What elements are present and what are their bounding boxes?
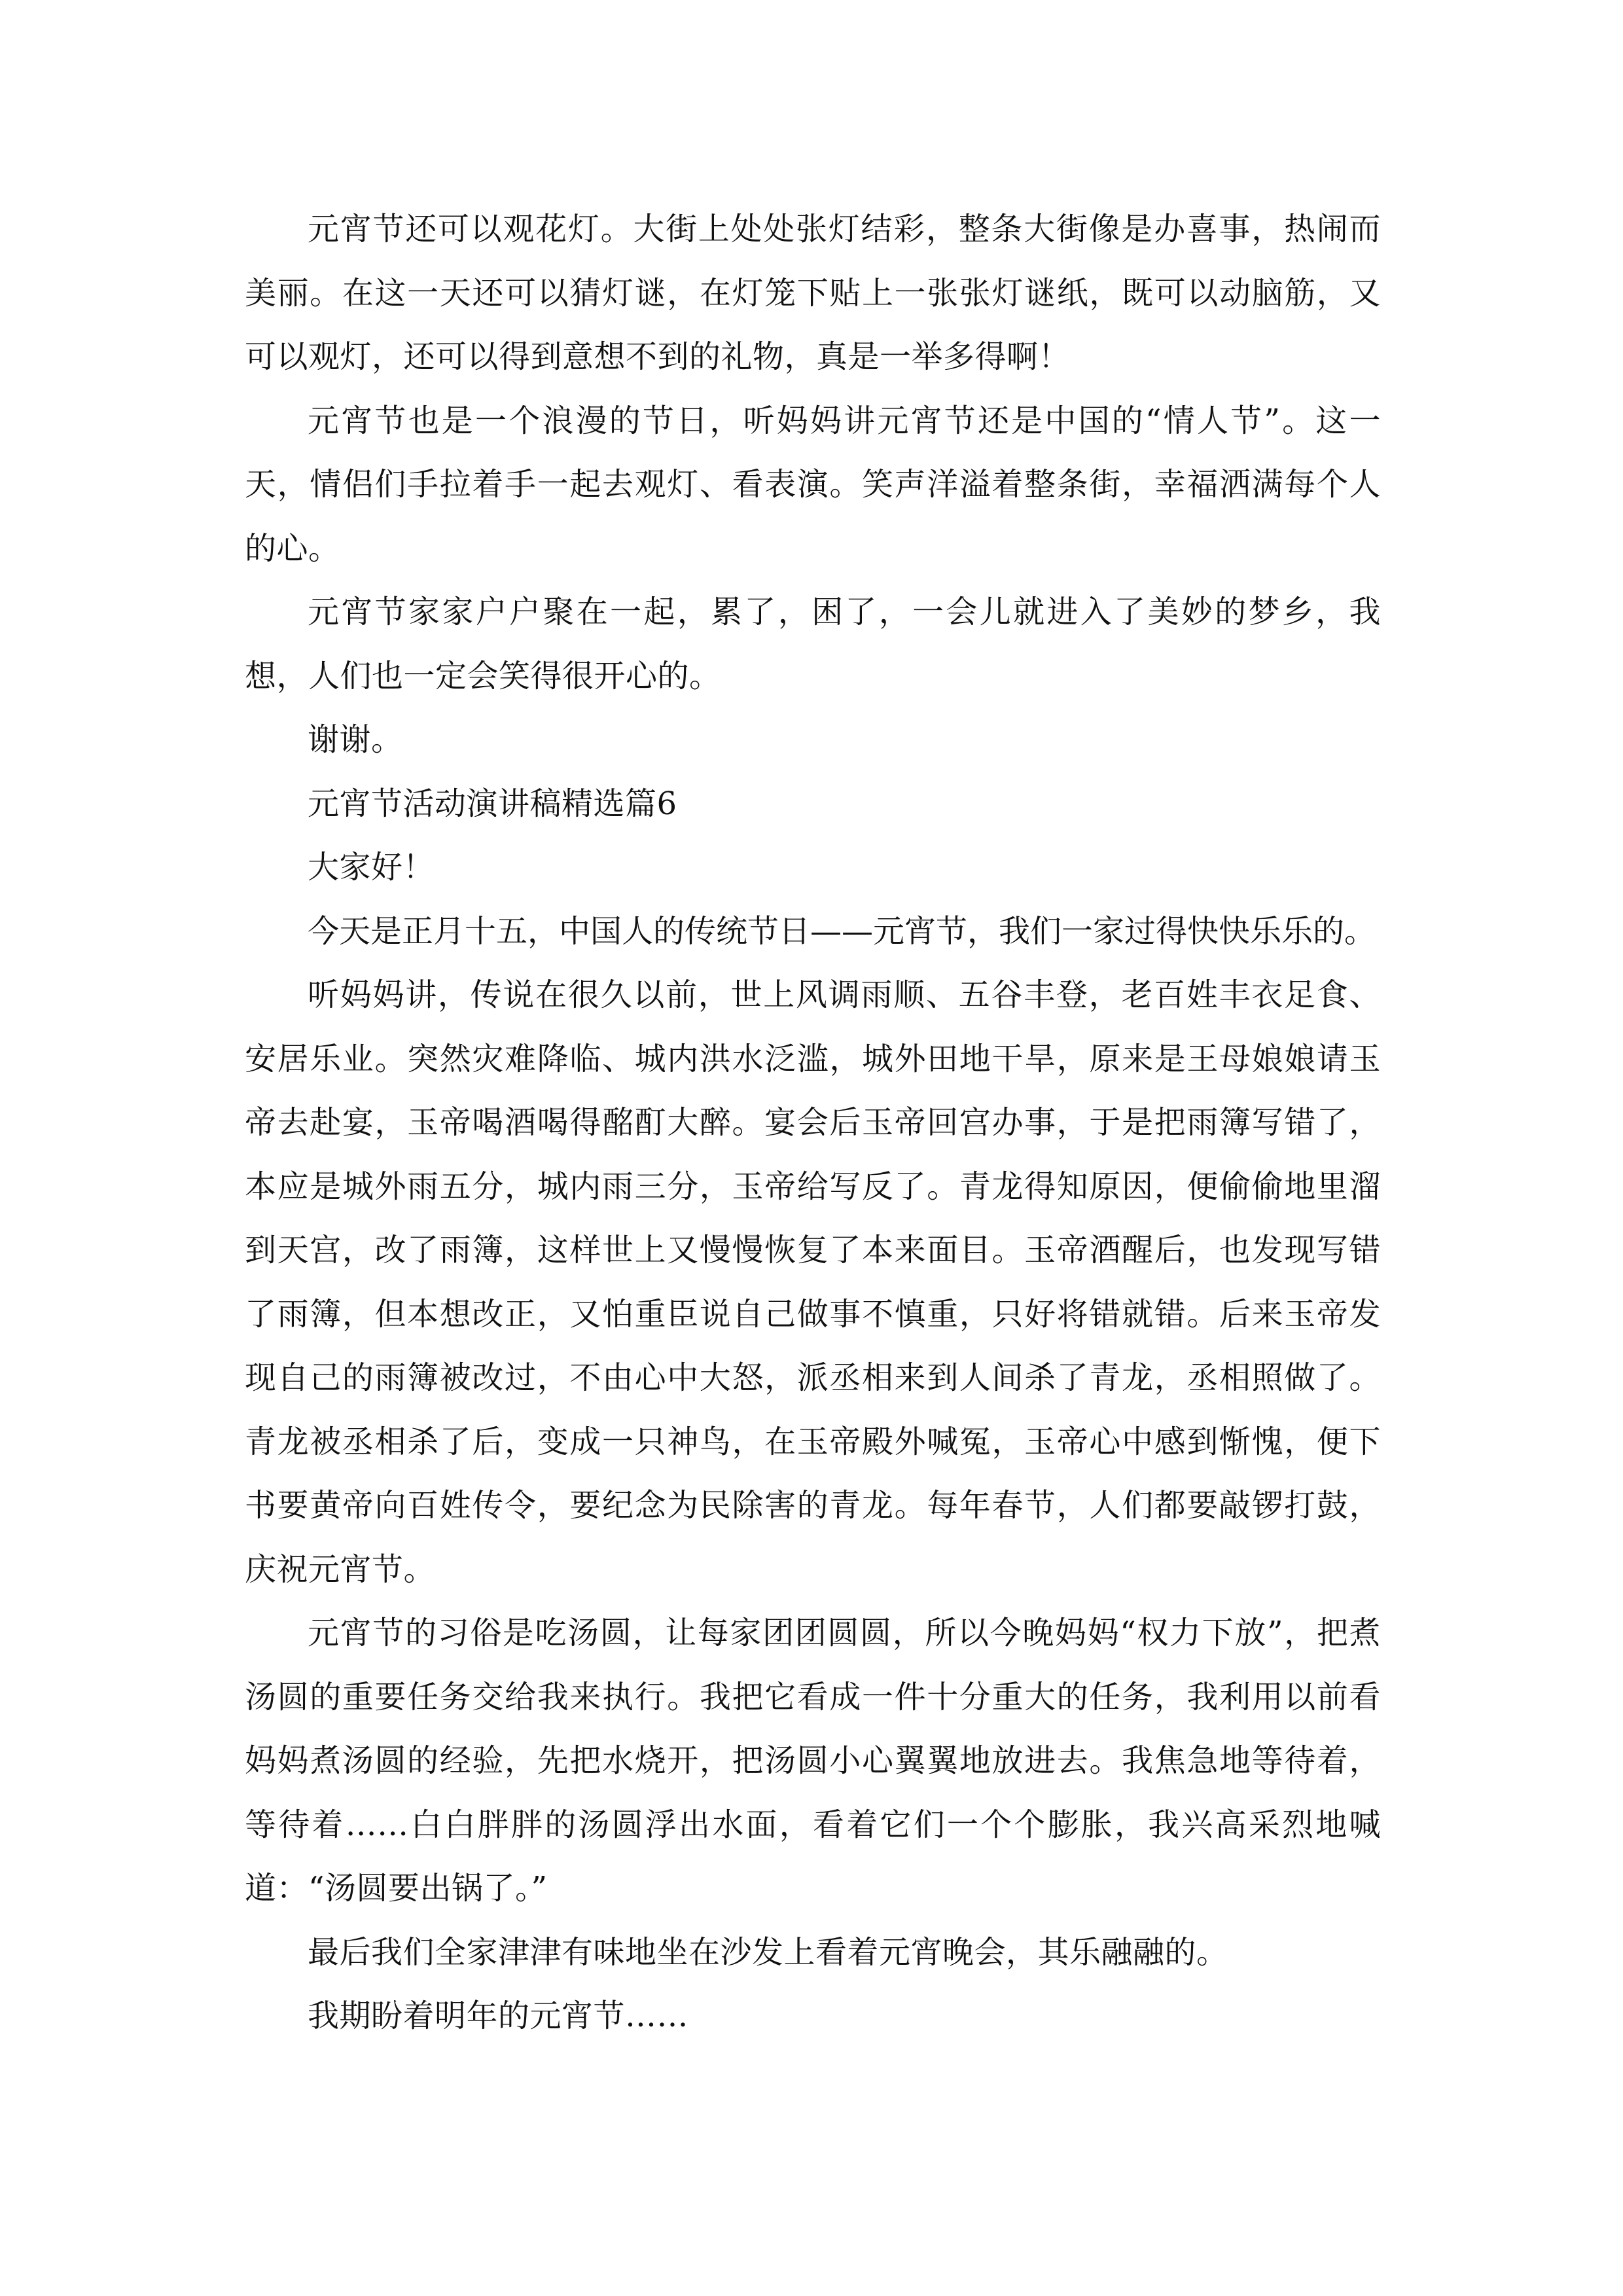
paragraph-thanks: 谢谢。 (308, 721, 403, 758)
paragraph-romantic-festival: 元宵节也是一个浪漫的节日，听妈妈讲元宵节还是中国的“情人节”。这一天，情侣们手拉着手一起去观灯、看表演。笑声洋溢着整条街，幸福洒满每个人的心。 (245, 402, 1381, 567)
paragraph-gala: 最后我们全家津津有味地坐在沙发上看着元宵晚会，其乐融融的。 (308, 1933, 1228, 1971)
paragraph-tangyuan: 元宵节的习俗是吃汤圆，让每家团团圆圆，所以今晚妈妈“权力下放”，把煮汤圆的重要任务交给我来执行。我把它看成一件十分重大的任务，我利用以前看妈妈煮汤圆的经验，先把水烧开，把汤圆小心翼翼地放进去。我焦急地等待着，等待着……白白胖胖的汤圆浮出水面，看着它们一个个膨胀，我兴高采烈地喊道：“汤圆要出锅了。” (245, 1615, 1381, 1907)
paragraph-closing: 我期盼着明年的元宵节…… (308, 1998, 689, 2034)
paragraph-legend: 听妈妈讲，传说在很久以前，世上风调雨顺、五谷丰登，老百姓丰衣足食、安居乐业。突然灾难降临、城内洪水泛滥，城外田地干旱，原来是王母娘娘请玉帝去赴宴，玉帝喝酒喝得酩酊大醉。宴会后玉帝回宫办事，于是把雨簿写错了，本应是城外雨五分，城内雨三分，玉帝给写反了。青龙得知原因，便偷偷地里溜到天宫，改了雨簿，这样世上又慢慢恢复了本来面目。玉帝酒醒后，也发现写错了雨簿，但本想改正，又怕重臣说自己做事不慎重，只好将错就错。后来玉帝发现自己的雨簿被改过，不由心中大怒，派丞相来到人间杀了青龙，丞相照做了。青龙被丞相杀了后，变成一只神鸟，在玉帝殿外喊冤，玉帝心中感到惭愧，便下书要黄帝向百姓传令，要纪念为民除害的青龙。每年春节，人们都要敲锣打鼓，庆祝元宵节。 (245, 977, 1381, 1588)
paragraph-intro: 今天是正月十五，中国人的传统节日——元宵节，我们一家过得快快乐乐的。 (308, 912, 1376, 950)
paragraph-lantern-viewing: 元宵节还可以观花灯。大街上处处张灯结彩，整条大街像是办喜事，热闹而美丽。在这一天还可以猜灯谜，在灯笼下贴上一张张灯谜纸，既可以动脑筋，又可以观灯，还可以得到意想不到的礼物，真是一举多得啊！ (245, 211, 1381, 375)
section-heading: 元宵节活动演讲稿精选篇6 (308, 785, 677, 822)
paragraph-family-reunion: 元宵节家家户户聚在一起，累了，困了，一会儿就进入了美妙的梦乡，我想，人们也一定会笑得很开心的。 (245, 594, 1381, 694)
paragraph-greeting: 大家好！ (308, 849, 435, 886)
document-body (245, 198, 1381, 2049)
